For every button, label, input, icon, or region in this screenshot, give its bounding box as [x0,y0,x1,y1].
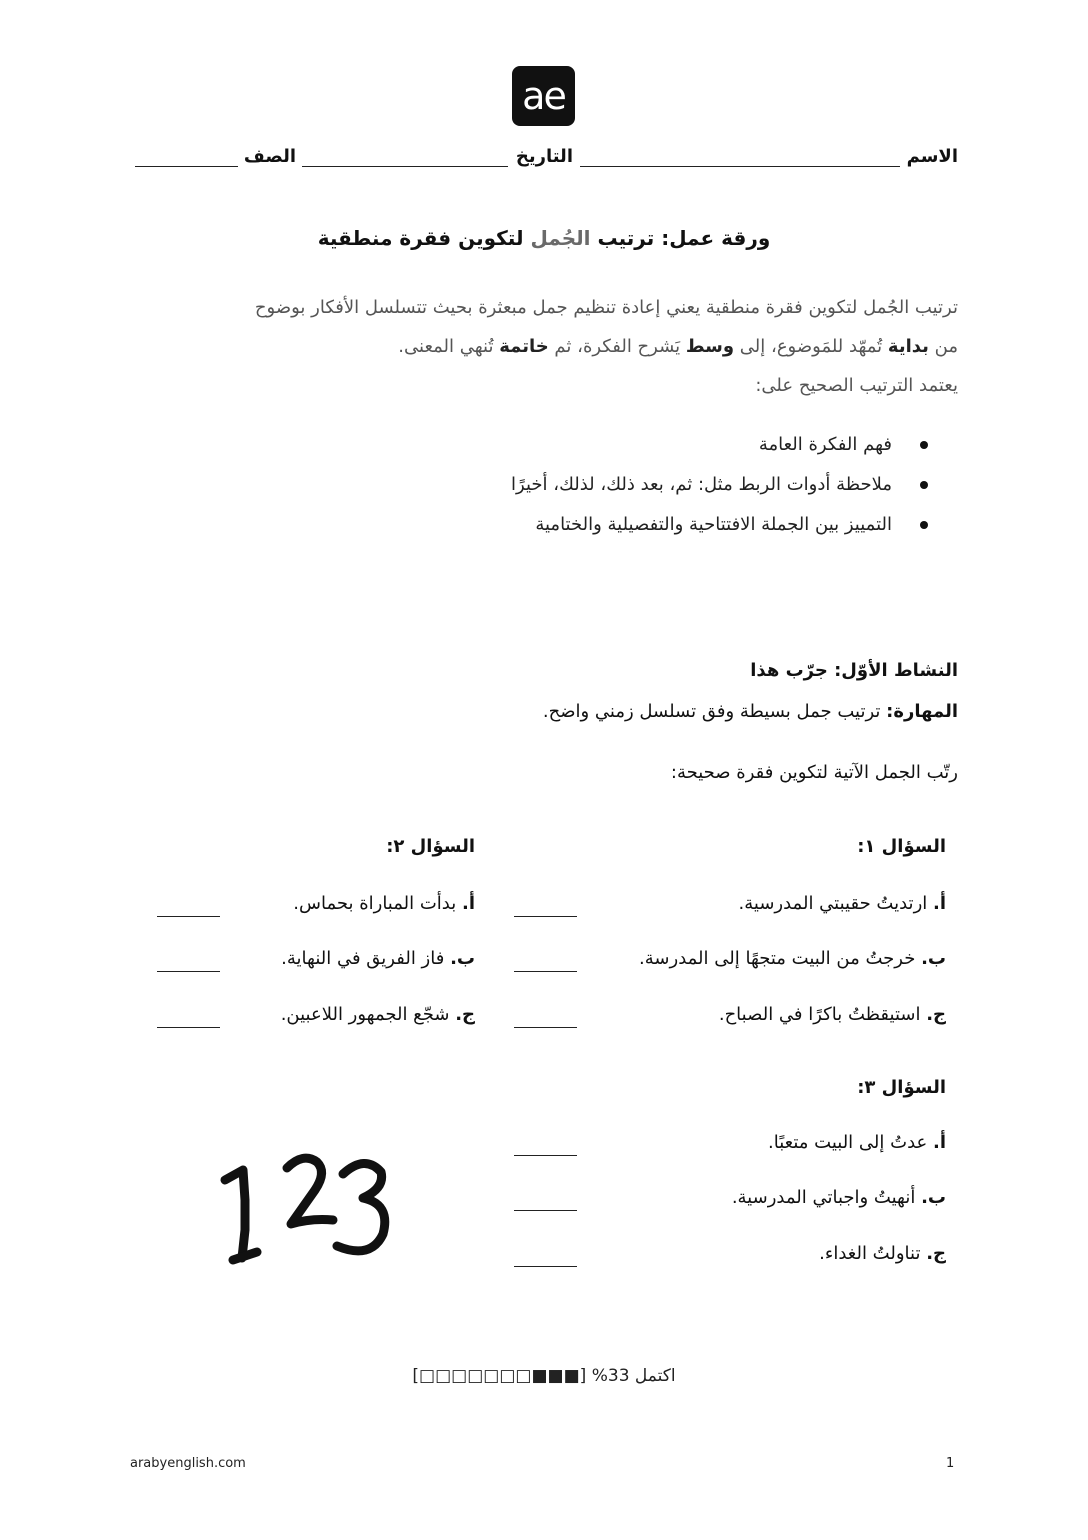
answer-blank[interactable] [157,916,220,917]
title-part: ورقة عمل: ترتيب [590,226,771,250]
activity-instruction: رتّب الجمل الآتية لتكوين فقرة صحيحة: [670,762,958,783]
item-text: ارتديتُ حقيبتي المدرسية. [738,893,933,914]
item-text: بدأت المباراة بحماس. [293,893,462,914]
brand-logo [512,66,575,126]
question-3-item-a [768,1132,946,1153]
item-letter: ب. [450,948,475,969]
question-2-item-a [293,893,475,914]
intro-text: من [928,336,958,357]
question-2-heading: السؤال ٢: [386,836,475,857]
item-text: أنهيتُ واجباتي المدرسية. [731,1187,922,1208]
handwritten-123-drawing [215,1140,395,1270]
item-letter: ج. [455,1004,475,1025]
name-label: الاسم [906,146,958,167]
intro-paragraph [130,288,958,405]
intro-text: تُمهّد للمَوضوع، إلى [734,336,888,357]
handwritten-number-image [215,1140,395,1274]
page-title [0,226,1088,250]
question-3-item-c [819,1243,946,1264]
answer-blank[interactable] [514,971,577,972]
footer-page-number: 1 [946,1456,955,1471]
question-2-item-b [281,948,475,969]
answer-blank[interactable] [157,971,220,972]
question-3-heading: السؤال ٣: [857,1077,946,1098]
title-accent: الجُمل [530,226,591,250]
intro-bold: بداية [887,336,929,357]
date-label: التاريخ [515,146,573,167]
question-1-item-c [719,1004,946,1025]
item-letter: أ. [932,893,946,914]
question-3-item-b [732,1187,946,1208]
title-part: لتكوين فقرة منطقية [317,226,531,250]
logo-text: ae [522,74,565,118]
item-text: عدتُ إلى البيت متعبًا. [768,1132,933,1153]
question-2-item-c [281,1004,475,1025]
answer-blank[interactable] [157,1027,220,1028]
list-item [328,428,928,468]
answer-blank[interactable] [514,1210,577,1211]
progress-indicator: اكتمل 33% [■■■□□□□□□□] [412,1366,676,1386]
footer-site: arabyenglish.com [130,1456,246,1471]
item-letter: ج. [926,1004,946,1025]
intro-bold: وسط [685,336,735,357]
bullet-icon [920,521,928,529]
item-text: استيقظتُ باكرًا في الصباح. [718,1004,927,1025]
name-blank [580,166,900,167]
intro-line: يعتمد الترتيب الصحيح على: [755,375,958,396]
answer-blank[interactable] [514,916,577,917]
item-letter: ج. [926,1243,946,1264]
list-item-text: فهم الفكرة العامة [758,434,892,455]
question-1-item-b [639,948,946,969]
intro-line [130,327,958,366]
intro-bold: خاتمة [499,336,549,357]
item-letter: ب. [921,1187,946,1208]
date-blank [302,166,508,167]
item-letter: أ. [461,893,475,914]
criteria-list [328,428,928,548]
intro-text: يَشرح الفكرة، ثم [548,336,686,357]
list-item [328,468,928,508]
answer-blank[interactable] [514,1027,577,1028]
activity-skill [543,701,958,722]
class-blank [135,166,238,167]
answer-blank[interactable] [514,1266,577,1267]
bullet-icon [920,441,928,449]
item-text: خرجتُ من البيت متجهًا إلى المدرسة. [639,948,922,969]
question-1-heading: السؤال ١: [857,836,946,857]
list-item [328,508,928,548]
skill-text: ترتيب جمل بسيطة وفق تسلسل زمني واضح. [542,701,887,722]
item-letter: أ. [932,1132,946,1153]
intro-line: ترتيب الجُمل لتكوين فقرة منطقية يعني إعادة تنظيم جمل مبعثرة بحيث تتسلسل الأفكار بوضوح [254,297,958,318]
list-item-text: ملاحظة أدوات الربط مثل: ثم، بعد ذلك، لذلك، أخيرًا [511,474,892,495]
item-letter: ب. [921,948,946,969]
item-text: تناولتُ الغداء. [819,1243,927,1264]
class-label: الصف [243,146,296,167]
intro-text: تُنهي المعنى. [398,336,500,357]
item-text: شجّع الجمهور اللاعبين. [280,1004,456,1025]
item-text: فاز الفريق في النهاية. [281,948,451,969]
bullet-icon [920,481,928,489]
answer-blank[interactable] [514,1155,577,1156]
question-1-item-a [739,893,946,914]
skill-label: المهارة: [886,701,958,722]
list-item-text: التمييز بين الجملة الافتتاحية والتفصيلية والختامية [535,514,892,535]
activity-heading: النشاط الأوّل: جرّب هذا [750,660,958,681]
